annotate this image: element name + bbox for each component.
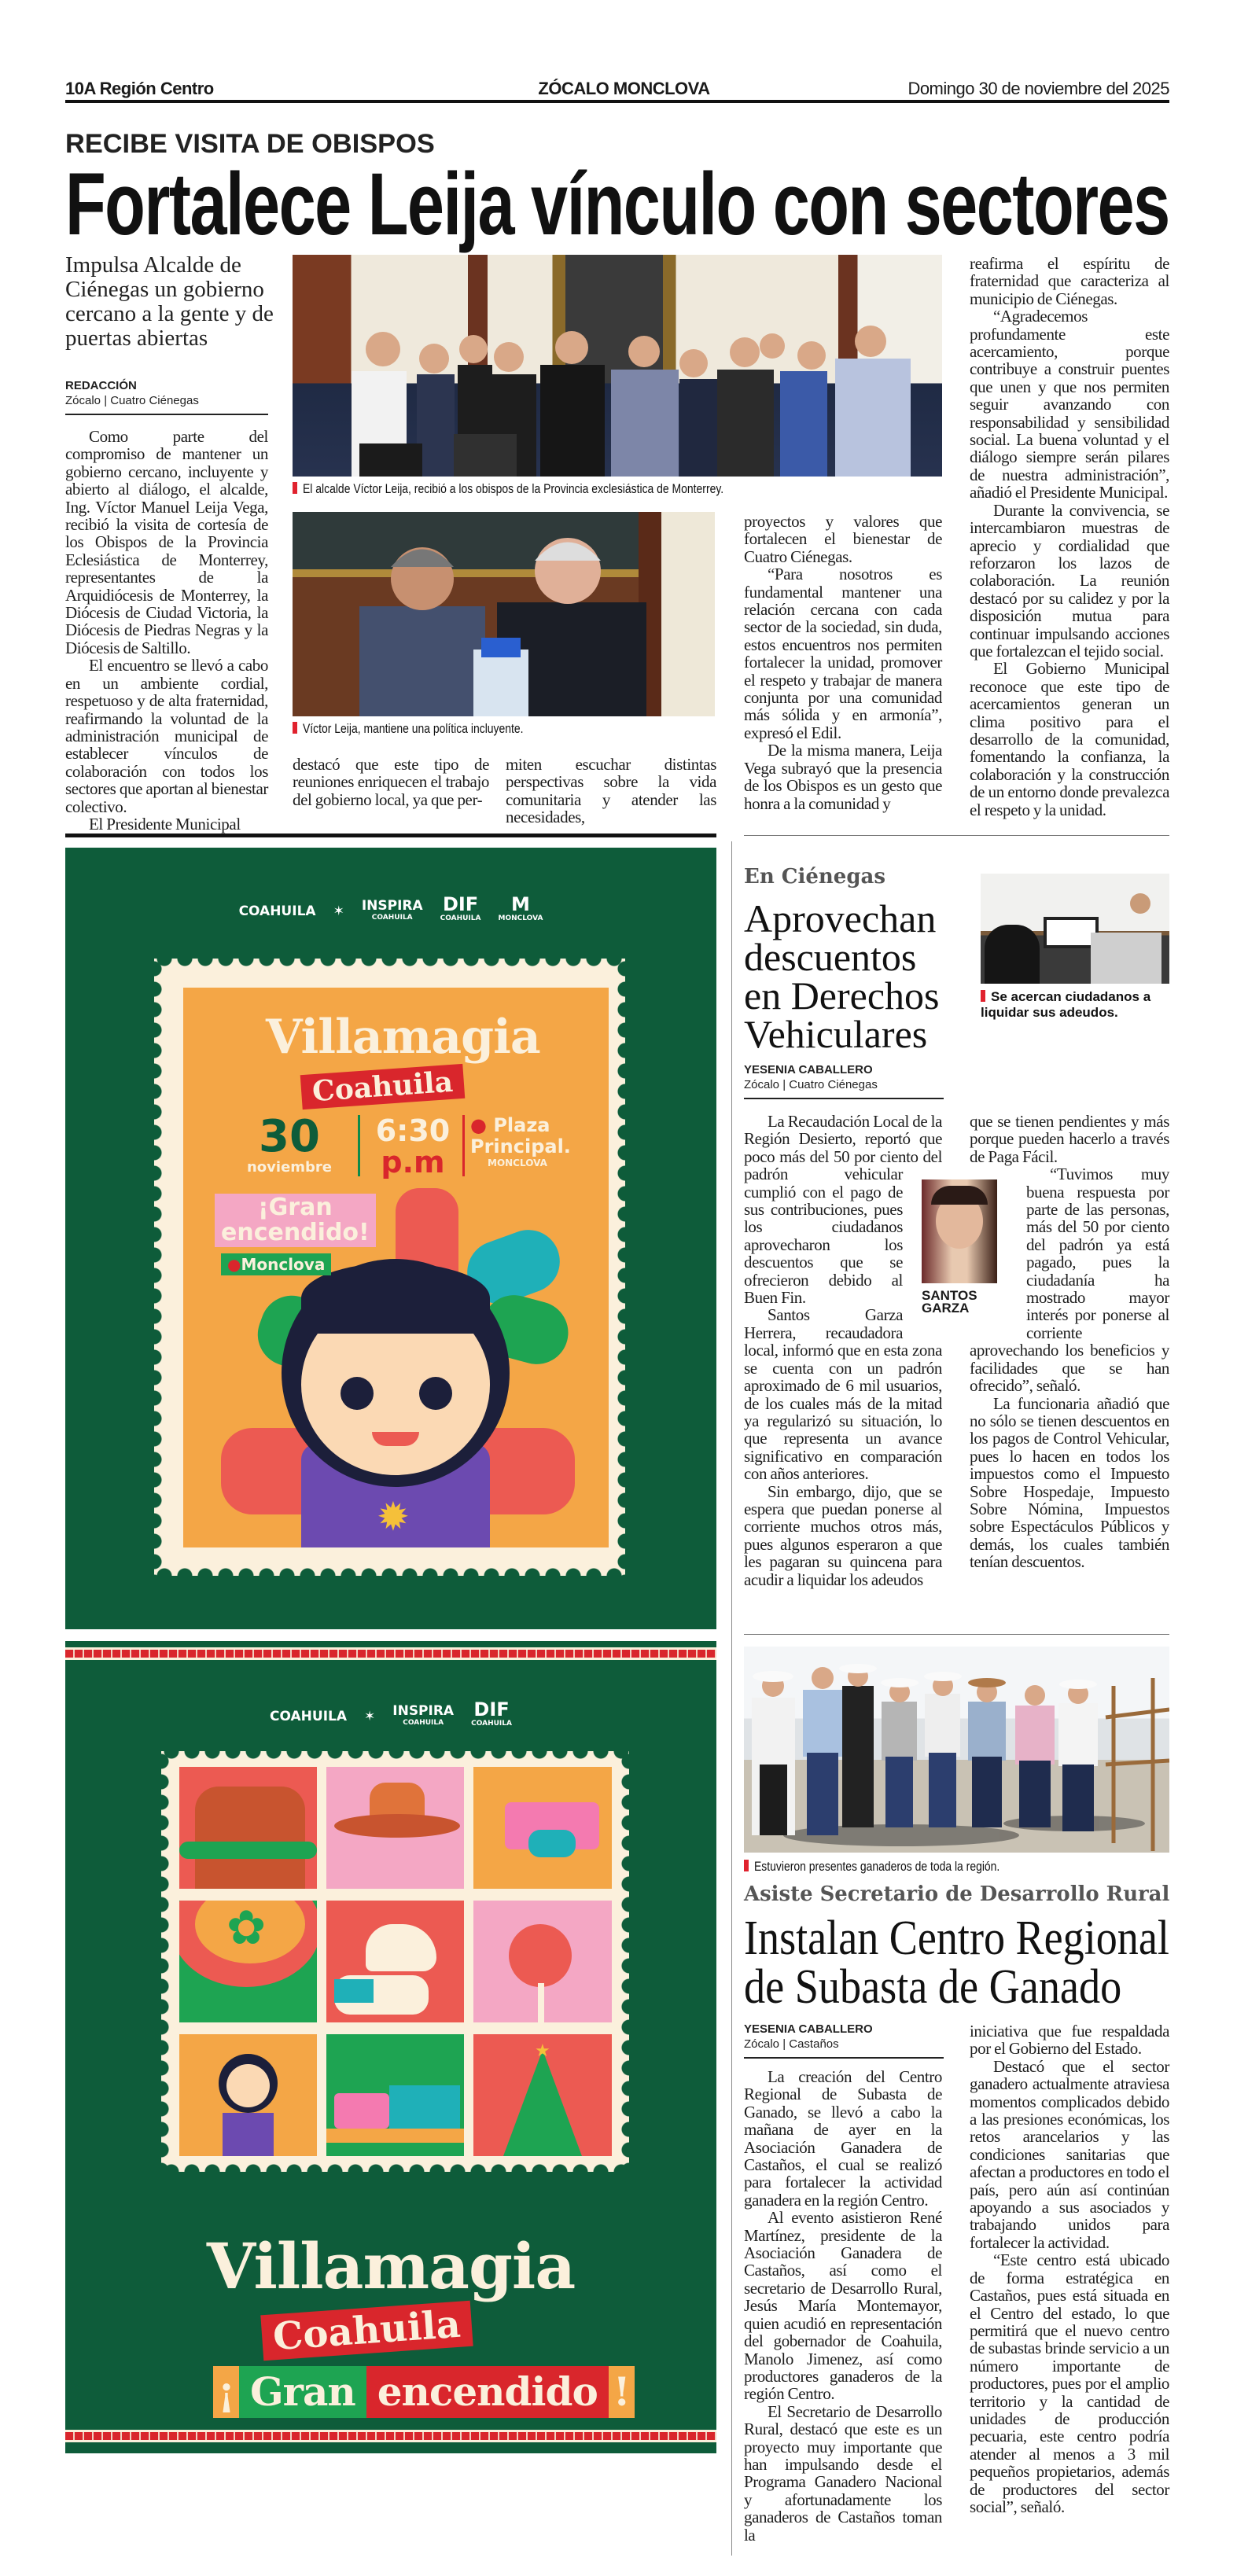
location-tag: ●Monclova [221,1253,331,1275]
article2-kicker: En Ciénegas [744,865,885,889]
paragraph: El Gobierno Municipal reconoce que este tipo de acercamientos generan un clima positivo para el desarrollo de la comunidad, fomentando la confianza, la colaboración y la construcción de un entorno donde prevalezca el respeto y la unidad. [970,659,1169,819]
two-men-illustration [293,512,715,716]
article3-byline [744,2022,944,2059]
article1-kicker: RECIBE VISITA DE OBISPOS [65,129,435,159]
byline-location: Zócalo | Castaños [744,2037,839,2051]
tile-christmas-tree [473,2034,612,2156]
section-divider-right [744,835,1169,836]
event-date: 30 noviembre [246,1111,333,1176]
paragraph: “Agradecemos profundamente este acercamiento, porque contribuye a construir puentes que unen y que nos permiten seguir avanzando con responsabilidad y sensibilidad social. La buena voluntad y el diálogo siempre serán pilares de nuestra administración”, añadió el Presidente Municipal. [970,307,1169,502]
ad-subtitle: Coahuila [260,2301,473,2361]
caption-marker [981,990,985,1002]
article2-headline: Aprovechan descuentos en Derechos Vehiculares [744,896,940,1056]
caption-marker [293,482,297,494]
article1-column-2 [293,756,489,808]
paragraph: La creación del Centro Regional de Subasta de Ganado, se llevó a cabo la mañana de ayer en la Asociación Ganadera de Castaños, el cual se realizó para fortalecer la actividad ganadera en la región Centro. [744,2067,942,2210]
ad-subtitle: Coahuila [300,1064,466,1110]
byline-author: YESENIA CABALLERO [744,1063,873,1076]
star-icon: ★ [535,2041,550,2060]
byline-location: Zócalo | Cuatro Ciénegas [65,394,199,407]
issue-date: Domingo 30 de noviembre del 2025 [907,79,1169,98]
paragraph: “Para nosotros es fundamental mantener una relación cercana con cada sector de la sociedad, sin duda, estos encuentros nos permiten fortalecer la unidad, promover el respeto y trabajar de manera conjunta por una comunidad más sólida y en armonía”, expresó el Edil. [744,565,942,742]
article1-column-4 [744,513,942,812]
paragraph: reafirma el espíritu de fraternidad que caracteriza al municipio de Ciénegas. [970,254,1169,308]
paragraph: El Secretario de Desarrollo Rural, destacó que este es un proyecto muy importante que han impulsando desde el Programa Ganadero Nacional y afortunadamente los ganaderos de Castaños toman la [744,2401,942,2545]
villamagia-ad-poster [65,848,716,1629]
sponsor-logos [65,1698,716,1730]
paragraph: La Recaudación Local de la Región Desierto, reportó que poco más del 50 por ciento del padrón vehicular cumplió con el pago de sus contribuciones, pues los ciudadanos aprovecharon los descuentos que se ofrecieron debido al Buen Fin. [744,1112,942,1308]
article1-byline [65,379,268,415]
ad-title: Villamagia [206,2229,576,2303]
caption-marker [744,1860,749,1871]
tile-doll [179,2034,317,2156]
paragraph: Santos Garza Herrera, recaudadora local, informó que en esta zona se cuenta con un padrón aproximado de 6 mil usuarios, de los cuales más de la mitad ya regularizó su situación, lo que representa un avance significativo en comparación con años anteriores. [744,1305,942,1484]
icon-grid [179,1767,612,2156]
star-seal-icon: ✶ [364,1709,376,1724]
ranchers-illustration [744,1647,1169,1853]
location-pin-icon: ● [470,1114,487,1136]
article1-photo1-caption: El alcalde Víctor Leija, recibió a los obispos de la Provincia exclesiástica de Monterrey. [293,481,953,497]
paragraph: El Presidente Municipal [89,814,241,834]
article2-column-1 [744,1113,942,1588]
paragraph: Destacó que el sector ganadero actualmente atraviesa momentos complicados debido a las presiones económicas, los retos arancelarios y las condiciones sanitarias que afectan a productores en todo el país, pero aún así continúan apoyando a sus asociados y trabajando unidos para fortalecer la actividad. [970,2056,1169,2252]
tile-pinata [179,1901,317,2022]
article2-photo-caption: Se acercan ciudadanos a liquidar sus adeudos. [981,989,1151,1020]
ad-title: Villamagia [266,1010,540,1065]
tile-lollipop [473,1901,612,2022]
paragraph: “Este centro está ubicado de forma estratégica en Castaños, pues está situada en el Centro del estado, lo que permitirá que el nuevo centro de subastas brinde servicio a un número importante de productores, pues por el amplio territorio y la cantidad de unidades de producción pecuaria, este centro podría atender al menos a 3 mil pequeños propietarios, además de productores del sector social”, señaló. [970,2250,1169,2516]
tile-clay-jar [179,1767,317,1889]
paragraph: Al evento asistieron René Martínez, presidente de la Asociación Ganadera de Castaños, así como el secretario de Desarrollo Rural, Jesús María Montemayor, quien acudió en representación del gobernador de Coahuila, Manolo Jimenez, así como productores ganaderos de la región Centro. [744,2208,942,2404]
paragraph: destacó que este tipo de reuniones enriquecen el trabajo del gobierno local, ya que per- [293,755,489,809]
header-rule [65,100,1169,103]
byline-author: REDACCIÓN [65,379,137,392]
top-stripe [65,1647,716,1660]
headline-line: de Subasta de Ganado [744,1960,1122,2014]
article3-headline [744,1912,1169,2014]
monclova-logo: M MONCLOVA [498,893,543,922]
article2-photo-office [981,874,1169,984]
dif-logo: DIF COAHUILA [471,1698,512,1728]
paragraph: Durante la convivencia, se intercambiaron muestras de aprecio y cordialidad que reforzaron los lazos de colaboración. La reunión destacó por su calidez y por la disposición mutua para continuar impulsando acciones que fortalezcan el tejido social. [970,500,1169,661]
paragraph: La funcionaria añadió que no sólo se tienen descuentos en los pagos de Control Vehicular, pues lo hacen en todos los impuestos como el Impuesto Sobre Hospedaje, Impuesto Sobre Nómina, Impuestos sobre Espectáculos Públicos y demás, los cuales también tenían descuentos. [970,1393,1169,1572]
article2-byline [744,1063,944,1099]
coahuila-logo: COAHUILA [270,1709,348,1724]
article1-headline-box [65,155,1169,253]
flower-icon: ✿ [226,1902,267,1954]
inspira-logo: INSPIRA COAHUILA [392,1702,455,1727]
gran-encendido-banner: ¡ Gran encendido ! [213,2366,635,2418]
gran-encendido-label: ¡Gran encendido! [215,1194,376,1247]
tile-toy-train [473,1767,612,1889]
tile-rocking-horse [326,1901,464,2022]
caption-marker [293,722,297,734]
section-divider-left [65,834,716,837]
article2-column-2 [970,1113,1169,1571]
tile-parade-train [326,2034,464,2156]
paragraph: que se tienen pendientes y más porque pueden hacerlo a través de Paga Fácil. [970,1112,1169,1166]
event-time: 6:30 p.m [375,1113,451,1179]
event-place: ● Plaza Principal. MONCLOVA [470,1114,571,1168]
column-rule [731,841,732,2556]
location-pin-icon: ● [227,1255,241,1274]
tile-cowboy-hat [326,1767,464,1889]
byline-location: Zócalo | Cuatro Ciénegas [744,1078,878,1091]
article3-kicker: Asiste Secretario de Desarrollo Rural [744,1882,1170,1906]
stamp-inner [183,988,609,1547]
byline-author: YESENIA CABALLERO [744,2022,873,2036]
paragraph: miten escuchar distintas perspectivas sobre la vida comunitaria y atender las necesidades, [506,755,716,827]
article3-photo-ranchers [744,1647,1169,1853]
article1-column-1 [65,428,268,833]
article3-photo-caption: Estuvieron presentes ganaderos de toda la región. [744,1859,1169,1875]
article3-column-2 [970,2022,1169,2515]
paragraph: proyectos y valores que fortalecen el bienestar de Cuatro Ciénegas. [744,512,942,566]
article1-deck: Impulsa Alcalde de Ciénegas un gobierno cercano a la gente y de puertas abiertas [65,252,274,351]
paragraph: De la misma manera, Leija Vega subrayó que la presencia de los Obispos es un gesto que honra a la comunidad y [744,741,942,813]
article3-kicker-box [744,1882,1169,1908]
article1-column-5 [970,255,1169,819]
article3-column-1 [744,2068,942,2544]
inspira-logo: INSPIRA COAHUILA [361,897,423,922]
article1-photo-group [293,255,942,477]
group-people-illustration [293,255,942,477]
article1-photo-handshake [293,512,715,716]
article1-headline: Fortalece Leija vínculo con sectores [65,155,1169,253]
article1-column-3 [506,756,716,826]
article1-photo2-caption: Víctor Leija, mantiene una política incluyente. [293,721,717,737]
paragraph: Sin embargo, dijo, que se espera que puedan ponerse al corriente muchos otros más, pues algunos esperaron a que les pagaran su quincena para acudir a liquidar los adeudos [744,1481,942,1589]
sponsor-logos [65,893,716,925]
dif-logo: DIF COAHUILA [440,893,481,922]
headline-line: Instalan Centro Regional [744,1912,1169,1965]
paragraph: Como parte del compromiso de mantener un gobierno cercano, incluyente y abierto al diálogo, el alcalde, Ing. Víctor Manuel Leija Vega, recibió la visita de cortesía de los Obispos de la Provincia Eclesiástica de Monterrey, representantes de la Arquidiócesis de Monterrey, la Diócesis de Ciudad Victoria, la Diócesis de Piedras Negras y la Diócesis de Saltillo. [65,427,268,657]
portrait-label: SANTOS GARZA [922,1288,977,1316]
star-flower-icon: ✹ [377,1495,410,1539]
section-divider-right-2 [744,1634,1169,1635]
page-section-label: 10A Región Centro [65,79,214,98]
coahuila-logo: COAHUILA [238,903,316,919]
bottom-stripe [65,2430,716,2442]
paragraph: iniciativa que fue respaldada por el Gobierno del Estado. [970,2022,1169,2059]
paragraph: “Tuvimos muy buena respuesta por parte de las personas, más del 50 por ciento del padrón ya está pagado, pues la ciudadanía ha mostrado mayor interés por ponerse al corriente aprovechando los beneficios y facilidades que se han ofrecido”, señaló. [970,1165,1169,1396]
paragraph: El encuentro se llevó a cabo en un ambiente cordial, respetuoso y de alta fraternidad, reafirmando la voluntad de la administración municipal de establecer vínculos de colaboración con todos los sectores que aportan al bienestar colectivo. [65,656,268,816]
star-seal-icon: ✶ [333,903,344,919]
newspaper-name: ZÓCALO MONCLOVA [538,79,710,98]
villamagia-ad-grid-poster [65,1641,716,2453]
